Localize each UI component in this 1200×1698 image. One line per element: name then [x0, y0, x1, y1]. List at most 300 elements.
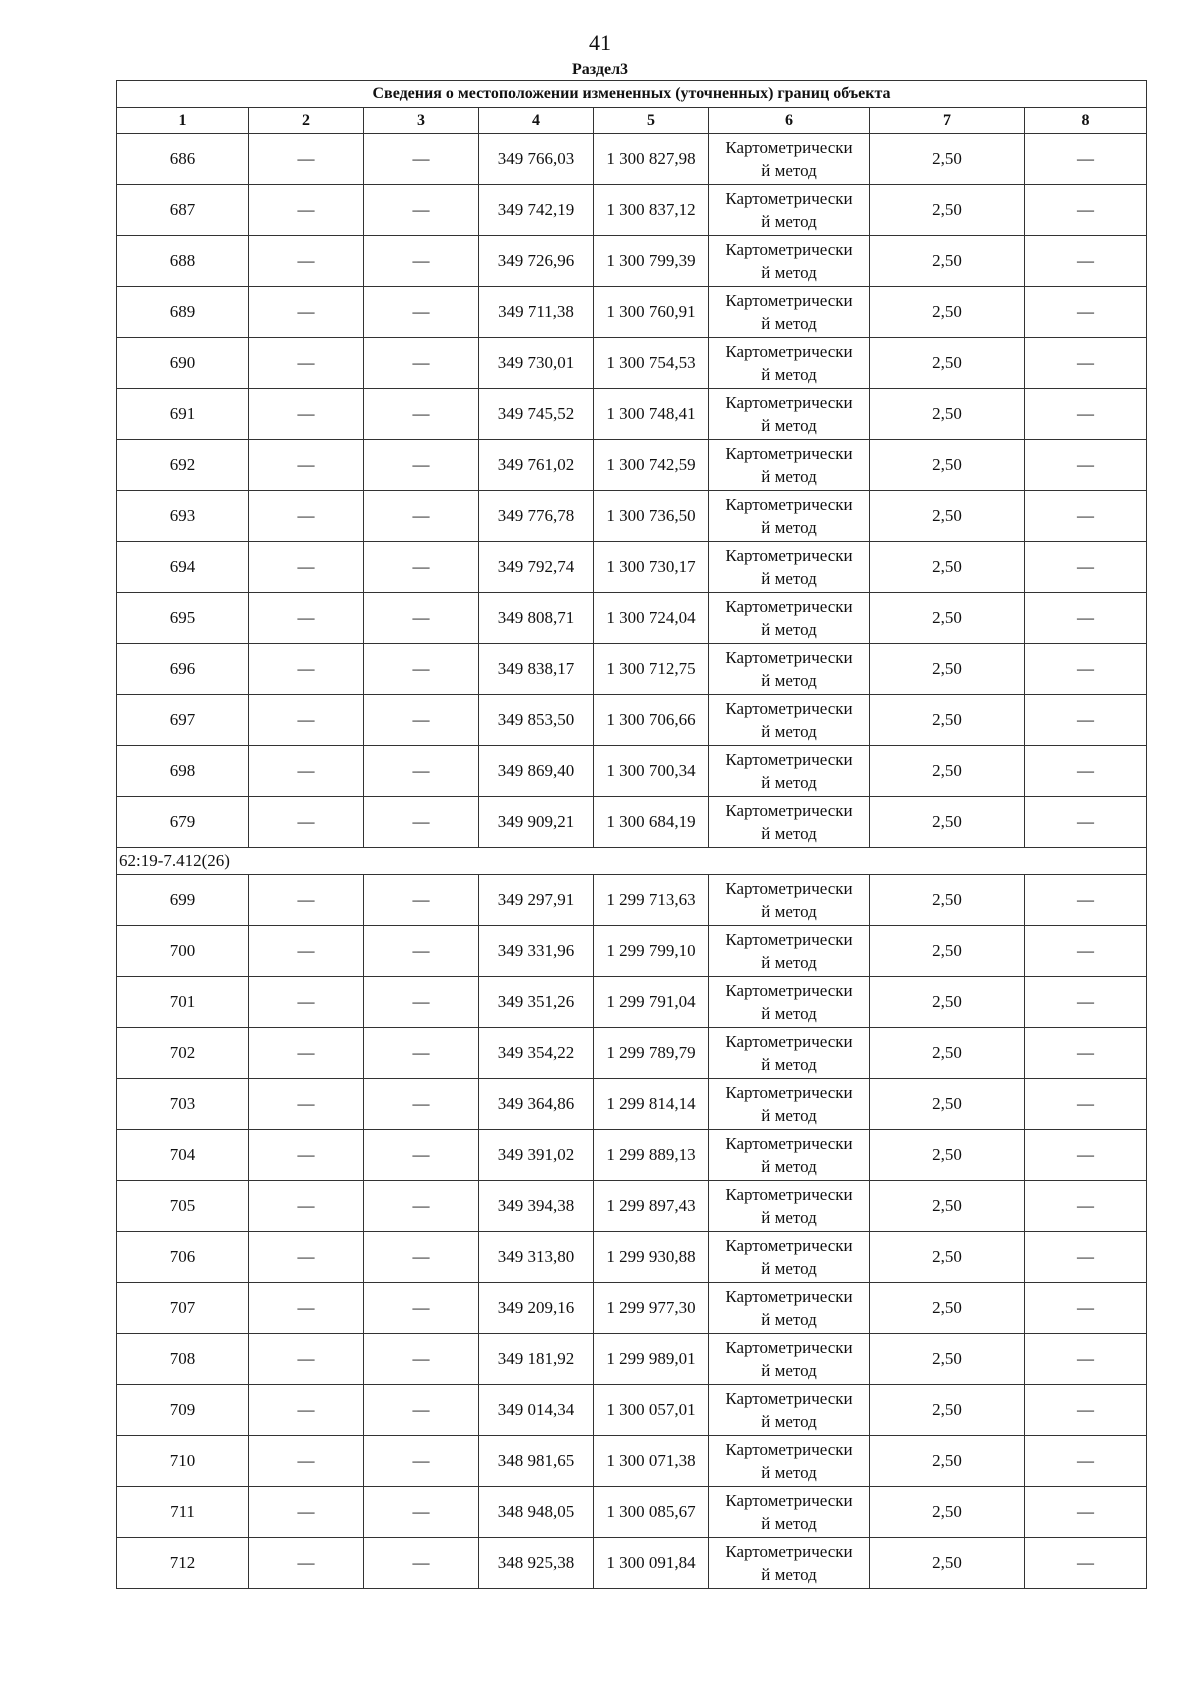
column-2-cell: — — [249, 1283, 364, 1334]
column-header: 3 — [364, 108, 479, 134]
column-header: 4 — [479, 108, 594, 134]
point-number-cell: 698 — [117, 746, 249, 797]
column-8-cell: — — [1025, 185, 1147, 236]
method-cell — [709, 134, 870, 185]
table-row — [117, 338, 1147, 389]
column-8-cell: — — [1025, 236, 1147, 287]
table-body — [117, 134, 1147, 1589]
column-2-cell: — — [249, 185, 364, 236]
column-8-cell: — — [1025, 1283, 1147, 1334]
method-line-1: Картометрически — [725, 1236, 853, 1255]
method-line-1: Картометрически — [725, 1287, 853, 1306]
column-3-cell: — — [364, 1079, 479, 1130]
method-line-2: й метод — [761, 1310, 817, 1329]
y-coordinate-cell: 1 299 977,30 — [594, 1283, 709, 1334]
table-row — [117, 1181, 1147, 1232]
method-line-2: й метод — [761, 314, 817, 333]
method-line-1: Картометрически — [725, 1542, 853, 1561]
method-cell — [709, 1232, 870, 1283]
method-line-1: Картометрически — [725, 138, 853, 157]
column-3-cell: — — [364, 1334, 479, 1385]
point-number-cell: 694 — [117, 542, 249, 593]
method-cell — [709, 593, 870, 644]
method-line-1: Картометрически — [725, 801, 853, 820]
point-number-cell: 689 — [117, 287, 249, 338]
method-line-2: й метод — [761, 1463, 817, 1482]
column-3-cell: — — [364, 1487, 479, 1538]
column-3-cell: — — [364, 542, 479, 593]
column-2-cell: — — [249, 593, 364, 644]
x-coordinate-cell: 349 394,38 — [479, 1181, 594, 1232]
column-8-cell: — — [1025, 1181, 1147, 1232]
y-coordinate-cell: 1 300 684,19 — [594, 797, 709, 848]
x-coordinate-cell: 349 808,71 — [479, 593, 594, 644]
method-line-2: й метод — [761, 1208, 817, 1227]
column-8-cell: — — [1025, 1334, 1147, 1385]
method-line-1: Картометрически — [725, 879, 853, 898]
column-3-cell: — — [364, 926, 479, 977]
column-3-cell: — — [364, 1283, 479, 1334]
accuracy-cell: 2,50 — [870, 1283, 1025, 1334]
method-line-1: Картометрически — [725, 1338, 853, 1357]
coordinates-table — [116, 80, 1147, 1589]
method-line-1: Картометрически — [725, 1440, 853, 1459]
method-line-1: Картометрически — [725, 1491, 853, 1510]
column-3-cell: — — [364, 287, 479, 338]
column-2-cell: — — [249, 1181, 364, 1232]
table-row — [117, 1283, 1147, 1334]
y-coordinate-cell: 1 299 713,63 — [594, 875, 709, 926]
column-8-cell: — — [1025, 695, 1147, 746]
method-line-2: й метод — [761, 518, 817, 537]
y-coordinate-cell: 1 300 706,66 — [594, 695, 709, 746]
method-line-2: й метод — [761, 722, 817, 741]
column-8-cell: — — [1025, 926, 1147, 977]
column-3-cell: — — [364, 977, 479, 1028]
column-8-cell: — — [1025, 542, 1147, 593]
column-3-cell: — — [364, 1232, 479, 1283]
method-cell — [709, 797, 870, 848]
x-coordinate-cell: 349 909,21 — [479, 797, 594, 848]
method-line-1: Картометрически — [725, 1185, 853, 1204]
x-coordinate-cell: 349 776,78 — [479, 491, 594, 542]
y-coordinate-cell: 1 299 799,10 — [594, 926, 709, 977]
method-line-2: й метод — [761, 1361, 817, 1380]
table-row — [117, 440, 1147, 491]
x-coordinate-cell: 349 853,50 — [479, 695, 594, 746]
column-2-cell: — — [249, 542, 364, 593]
column-header: 7 — [870, 108, 1025, 134]
y-coordinate-cell: 1 300 730,17 — [594, 542, 709, 593]
column-3-cell: — — [364, 1181, 479, 1232]
column-2-cell: — — [249, 1232, 364, 1283]
x-coordinate-cell: 349 730,01 — [479, 338, 594, 389]
accuracy-cell: 2,50 — [870, 287, 1025, 338]
column-8-cell: — — [1025, 338, 1147, 389]
column-3-cell: — — [364, 1436, 479, 1487]
y-coordinate-cell: 1 299 889,13 — [594, 1130, 709, 1181]
accuracy-cell: 2,50 — [870, 644, 1025, 695]
column-3-cell: — — [364, 185, 479, 236]
column-8-cell: — — [1025, 1028, 1147, 1079]
accuracy-cell: 2,50 — [870, 491, 1025, 542]
method-line-2: й метод — [761, 1157, 817, 1176]
column-8-cell: — — [1025, 1538, 1147, 1589]
x-coordinate-cell: 348 948,05 — [479, 1487, 594, 1538]
y-coordinate-cell: 1 300 837,12 — [594, 185, 709, 236]
point-number-cell: 697 — [117, 695, 249, 746]
method-cell — [709, 875, 870, 926]
table-row — [117, 644, 1147, 695]
method-cell — [709, 236, 870, 287]
method-line-2: й метод — [761, 1004, 817, 1023]
column-2-cell: — — [249, 1436, 364, 1487]
y-coordinate-cell: 1 300 700,34 — [594, 746, 709, 797]
accuracy-cell: 2,50 — [870, 1334, 1025, 1385]
method-cell — [709, 1079, 870, 1130]
column-2-cell: — — [249, 746, 364, 797]
column-3-cell: — — [364, 797, 479, 848]
accuracy-cell: 2,50 — [870, 1385, 1025, 1436]
method-cell — [709, 491, 870, 542]
method-line-2: й метод — [761, 467, 817, 486]
method-cell — [709, 1130, 870, 1181]
y-coordinate-cell: 1 300 760,91 — [594, 287, 709, 338]
accuracy-cell: 2,50 — [870, 1130, 1025, 1181]
group-label: 62:19-7.412(26) — [117, 848, 1147, 875]
column-8-cell: — — [1025, 746, 1147, 797]
column-2-cell: — — [249, 1079, 364, 1130]
accuracy-cell: 2,50 — [870, 1079, 1025, 1130]
method-line-2: й метод — [761, 1106, 817, 1125]
table-row — [117, 1232, 1147, 1283]
y-coordinate-cell: 1 300 742,59 — [594, 440, 709, 491]
accuracy-cell: 2,50 — [870, 338, 1025, 389]
table-row — [117, 1487, 1147, 1538]
method-line-2: й метод — [761, 1565, 817, 1584]
table-row — [117, 1028, 1147, 1079]
method-line-1: Картометрически — [725, 1389, 853, 1408]
column-3-cell: — — [364, 1130, 479, 1181]
y-coordinate-cell: 1 300 085,67 — [594, 1487, 709, 1538]
y-coordinate-cell: 1 299 989,01 — [594, 1334, 709, 1385]
x-coordinate-cell: 349 869,40 — [479, 746, 594, 797]
point-number-cell: 691 — [117, 389, 249, 440]
column-3-cell: — — [364, 134, 479, 185]
column-2-cell: — — [249, 797, 364, 848]
column-2-cell: — — [249, 134, 364, 185]
point-number-cell: 690 — [117, 338, 249, 389]
y-coordinate-cell: 1 300 827,98 — [594, 134, 709, 185]
column-2-cell: — — [249, 644, 364, 695]
column-2-cell: — — [249, 1385, 364, 1436]
column-8-cell: — — [1025, 1487, 1147, 1538]
accuracy-cell: 2,50 — [870, 1028, 1025, 1079]
column-2-cell: — — [249, 875, 364, 926]
method-line-2: й метод — [761, 671, 817, 690]
column-3-cell: — — [364, 1538, 479, 1589]
table-row — [117, 593, 1147, 644]
method-line-1: Картометрически — [725, 393, 853, 412]
x-coordinate-cell: 349 014,34 — [479, 1385, 594, 1436]
column-2-cell: — — [249, 287, 364, 338]
accuracy-cell: 2,50 — [870, 236, 1025, 287]
column-2-cell: — — [249, 1028, 364, 1079]
accuracy-cell: 2,50 — [870, 1436, 1025, 1487]
column-3-cell: — — [364, 593, 479, 644]
x-coordinate-cell: 349 742,19 — [479, 185, 594, 236]
column-3-cell: — — [364, 236, 479, 287]
method-line-2: й метод — [761, 824, 817, 843]
y-coordinate-cell: 1 300 799,39 — [594, 236, 709, 287]
method-cell — [709, 1538, 870, 1589]
accuracy-cell: 2,50 — [870, 1538, 1025, 1589]
point-number-cell: 708 — [117, 1334, 249, 1385]
method-cell — [709, 1334, 870, 1385]
group-label-row — [117, 848, 1147, 875]
method-line-1: Картометрически — [725, 189, 853, 208]
x-coordinate-cell: 349 761,02 — [479, 440, 594, 491]
method-line-1: Картометрически — [725, 648, 853, 667]
column-2-cell: — — [249, 977, 364, 1028]
method-line-2: й метод — [761, 263, 817, 282]
x-coordinate-cell: 348 925,38 — [479, 1538, 594, 1589]
method-line-1: Картометрически — [725, 1032, 853, 1051]
table-row — [117, 695, 1147, 746]
column-8-cell: — — [1025, 1232, 1147, 1283]
method-cell — [709, 542, 870, 593]
column-8-cell: — — [1025, 797, 1147, 848]
y-coordinate-cell: 1 299 897,43 — [594, 1181, 709, 1232]
column-8-cell: — — [1025, 875, 1147, 926]
method-cell — [709, 977, 870, 1028]
method-cell — [709, 1283, 870, 1334]
method-line-1: Картометрически — [725, 1083, 853, 1102]
column-2-cell: — — [249, 389, 364, 440]
x-coordinate-cell: 349 297,91 — [479, 875, 594, 926]
column-3-cell: — — [364, 440, 479, 491]
table-row — [117, 1385, 1147, 1436]
y-coordinate-cell: 1 300 057,01 — [594, 1385, 709, 1436]
point-number-cell: 695 — [117, 593, 249, 644]
method-cell — [709, 1028, 870, 1079]
point-number-cell: 702 — [117, 1028, 249, 1079]
x-coordinate-cell: 349 792,74 — [479, 542, 594, 593]
table-caption: Сведения о местоположении измененных (уточненных) границ объекта — [117, 81, 1147, 108]
x-coordinate-cell: 349 331,96 — [479, 926, 594, 977]
accuracy-cell: 2,50 — [870, 389, 1025, 440]
column-2-cell: — — [249, 1487, 364, 1538]
accuracy-cell: 2,50 — [870, 695, 1025, 746]
method-line-1: Картометрически — [725, 342, 853, 361]
column-2-cell: — — [249, 491, 364, 542]
method-cell — [709, 746, 870, 797]
column-2-cell: — — [249, 236, 364, 287]
table-row — [117, 1538, 1147, 1589]
accuracy-cell: 2,50 — [870, 797, 1025, 848]
method-cell — [709, 1436, 870, 1487]
column-3-cell: — — [364, 746, 479, 797]
accuracy-cell: 2,50 — [870, 1181, 1025, 1232]
method-line-1: Картометрически — [725, 291, 853, 310]
column-2-cell: — — [249, 695, 364, 746]
method-line-1: Картометрически — [725, 750, 853, 769]
accuracy-cell: 2,50 — [870, 440, 1025, 491]
column-8-cell: — — [1025, 389, 1147, 440]
method-line-2: й метод — [761, 161, 817, 180]
method-cell — [709, 389, 870, 440]
table-row — [117, 797, 1147, 848]
column-header: 1 — [117, 108, 249, 134]
column-8-cell: — — [1025, 593, 1147, 644]
column-8-cell: — — [1025, 1130, 1147, 1181]
column-8-cell: — — [1025, 287, 1147, 338]
method-line-1: Картометрически — [725, 495, 853, 514]
point-number-cell: 696 — [117, 644, 249, 695]
y-coordinate-cell: 1 299 789,79 — [594, 1028, 709, 1079]
method-line-1: Картометрически — [725, 546, 853, 565]
column-2-cell: — — [249, 1334, 364, 1385]
x-coordinate-cell: 349 364,86 — [479, 1079, 594, 1130]
table-row — [117, 746, 1147, 797]
method-line-2: й метод — [761, 773, 817, 792]
method-line-2: й метод — [761, 953, 817, 972]
column-header: 8 — [1025, 108, 1147, 134]
column-8-cell: — — [1025, 644, 1147, 695]
method-line-1: Картометрически — [725, 444, 853, 463]
y-coordinate-cell: 1 300 736,50 — [594, 491, 709, 542]
x-coordinate-cell: 349 181,92 — [479, 1334, 594, 1385]
column-header-row — [117, 108, 1147, 134]
column-3-cell: — — [364, 1385, 479, 1436]
table-row — [117, 926, 1147, 977]
column-3-cell: — — [364, 695, 479, 746]
accuracy-cell: 2,50 — [870, 1487, 1025, 1538]
method-line-1: Картометрически — [725, 930, 853, 949]
column-8-cell: — — [1025, 1385, 1147, 1436]
column-header: 5 — [594, 108, 709, 134]
method-cell — [709, 287, 870, 338]
method-cell — [709, 1487, 870, 1538]
y-coordinate-cell: 1 299 930,88 — [594, 1232, 709, 1283]
column-3-cell: — — [364, 338, 479, 389]
point-number-cell: 704 — [117, 1130, 249, 1181]
method-line-2: й метод — [761, 902, 817, 921]
table-row — [117, 134, 1147, 185]
column-2-cell: — — [249, 1130, 364, 1181]
x-coordinate-cell: 349 354,22 — [479, 1028, 594, 1079]
y-coordinate-cell: 1 300 724,04 — [594, 593, 709, 644]
method-cell — [709, 440, 870, 491]
accuracy-cell: 2,50 — [870, 542, 1025, 593]
column-3-cell: — — [364, 875, 479, 926]
y-coordinate-cell: 1 300 071,38 — [594, 1436, 709, 1487]
table-row — [117, 287, 1147, 338]
table-row — [117, 1130, 1147, 1181]
column-8-cell: — — [1025, 1079, 1147, 1130]
y-coordinate-cell: 1 300 712,75 — [594, 644, 709, 695]
method-line-2: й метод — [761, 569, 817, 588]
accuracy-cell: 2,50 — [870, 1232, 1025, 1283]
accuracy-cell: 2,50 — [870, 134, 1025, 185]
column-8-cell: — — [1025, 134, 1147, 185]
point-number-cell: 687 — [117, 185, 249, 236]
method-line-2: й метод — [761, 1055, 817, 1074]
method-cell — [709, 926, 870, 977]
column-8-cell: — — [1025, 977, 1147, 1028]
x-coordinate-cell: 349 726,96 — [479, 236, 594, 287]
point-number-cell: 709 — [117, 1385, 249, 1436]
point-number-cell: 699 — [117, 875, 249, 926]
accuracy-cell: 2,50 — [870, 185, 1025, 236]
column-8-cell: — — [1025, 1436, 1147, 1487]
point-number-cell: 705 — [117, 1181, 249, 1232]
accuracy-cell: 2,50 — [870, 875, 1025, 926]
method-line-1: Картометрически — [725, 1134, 853, 1153]
table-row — [117, 977, 1147, 1028]
table-row — [117, 542, 1147, 593]
y-coordinate-cell: 1 300 748,41 — [594, 389, 709, 440]
section-title: Раздел3 — [571, 61, 629, 78]
column-header: 6 — [709, 108, 870, 134]
point-number-cell: 703 — [117, 1079, 249, 1130]
column-2-cell: — — [249, 1538, 364, 1589]
method-line-1: Картометрически — [725, 699, 853, 718]
table-row — [117, 491, 1147, 542]
column-2-cell: — — [249, 926, 364, 977]
column-8-cell: — — [1025, 491, 1147, 542]
x-coordinate-cell: 349 391,02 — [479, 1130, 594, 1181]
method-line-2: й метод — [761, 1259, 817, 1278]
column-2-cell: — — [249, 338, 364, 389]
x-coordinate-cell: 349 351,26 — [479, 977, 594, 1028]
table-row — [117, 236, 1147, 287]
column-8-cell: — — [1025, 440, 1147, 491]
point-number-cell: 707 — [117, 1283, 249, 1334]
column-3-cell: — — [364, 1028, 479, 1079]
y-coordinate-cell: 1 299 791,04 — [594, 977, 709, 1028]
column-2-cell: — — [249, 440, 364, 491]
y-coordinate-cell: 1 300 754,53 — [594, 338, 709, 389]
point-number-cell: 692 — [117, 440, 249, 491]
point-number-cell: 679 — [117, 797, 249, 848]
method-cell — [709, 644, 870, 695]
x-coordinate-cell: 349 711,38 — [479, 287, 594, 338]
method-line-1: Картометрически — [725, 240, 853, 259]
method-line-1: Картометрически — [725, 981, 853, 1000]
x-coordinate-cell: 349 209,16 — [479, 1283, 594, 1334]
point-number-cell: 700 — [117, 926, 249, 977]
method-line-2: й метод — [761, 620, 817, 639]
column-header: 2 — [249, 108, 364, 134]
method-cell — [709, 695, 870, 746]
accuracy-cell: 2,50 — [870, 746, 1025, 797]
table-row — [117, 185, 1147, 236]
method-line-2: й метод — [761, 365, 817, 384]
table-row — [117, 1334, 1147, 1385]
method-line-1: Картометрически — [725, 597, 853, 616]
accuracy-cell: 2,50 — [870, 977, 1025, 1028]
point-number-cell: 686 — [117, 134, 249, 185]
table-row — [117, 389, 1147, 440]
x-coordinate-cell: 348 981,65 — [479, 1436, 594, 1487]
method-cell — [709, 1385, 870, 1436]
method-line-2: й метод — [761, 416, 817, 435]
method-cell — [709, 1181, 870, 1232]
method-line-2: й метод — [761, 1412, 817, 1431]
column-3-cell: — — [364, 389, 479, 440]
column-3-cell: — — [364, 644, 479, 695]
